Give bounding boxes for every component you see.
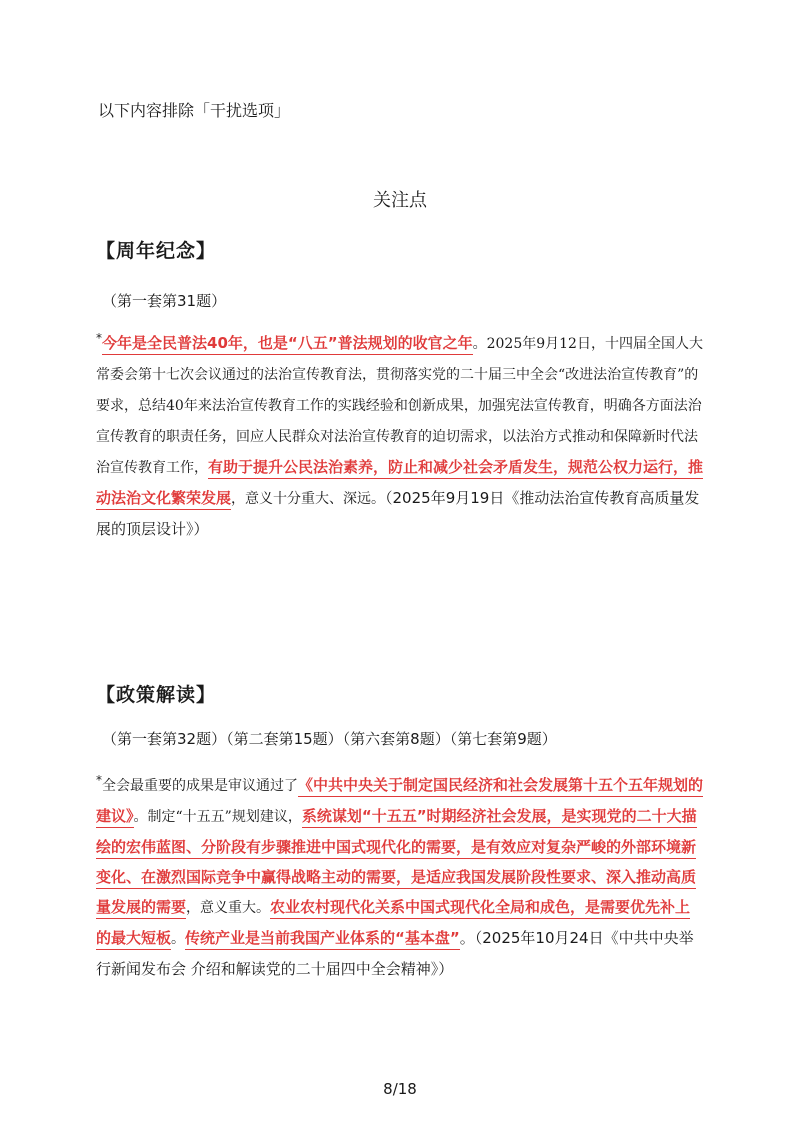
body-text: 全会最重要的成果是审议通过了 (102, 778, 298, 794)
highlighted-text: 今年是全民普法40年，也是“八五”普法规划的收官之年 (102, 334, 473, 355)
body-text: 。2025年9月12日，十四届全国人大常委会第十七次会议通过的法治宣传教育法，贯彻落实党的二十届三中全会“改进法治宣传教育”的要求，总结40年来法治宣传教育工作的实践经验和创新成果，加强宪法宣传教育，明确各方面法治宣传教育的职责任务，回应人民群众对法治宣传教育的迫切需求，以法治方式推动和保障新时代法治宣传教育工作， (96, 336, 703, 476)
source-citation: 。（2025年10月24日《中共中央举行新闻发布会 介绍和解读党的二十届四中全会精神》） (96, 929, 694, 978)
page-number: 8/18 (383, 1080, 417, 1098)
intro-note: 以下内容排除「干扰选项」 (98, 101, 291, 120)
highlighted-text: 传统产业是当前我国产业体系的“基本盘” (185, 929, 460, 950)
question-refs: （第一套第31题） (102, 292, 227, 310)
body-text: ，意义重大。 (186, 900, 271, 916)
source-citation: （2025年9月19日《推动法治宣传教育高质量发展的顶层设计》） (96, 489, 700, 538)
highlighted-text: 系统谋划“十五五”时期经济社会发展，是实现党的二十大描绘的宏伟蓝图、分阶段有步骤推进中国式现代化的需要，是有效应对复杂严峻的外部环境新变化、在激烈国际竞争中赢得战略主动的需要，是适应我国发展阶段性要求、深入推动高质量发展的需要 (96, 807, 697, 919)
highlighted-text: 有助于提升公民法治素养，防止和减少社会矛盾发生，规范公权力运行，推动法治文化繁荣发展 (96, 458, 703, 510)
section-paragraph (96, 770, 704, 984)
body-text: 。制定“十五五”规划建议， (133, 809, 302, 825)
section-heading-anniversary: 【周年纪念】 (96, 240, 217, 262)
section-heading-policy: 【政策解读】 (96, 684, 217, 706)
page-title: 关注点 (373, 190, 427, 211)
asterisk-mark: * (96, 331, 102, 345)
body-text: ，意义十分重大、深远。 (231, 491, 386, 507)
body-text: 。 (171, 931, 186, 947)
highlighted-text: 《中共中央关于制定国民经济和社会发展第十五个五年规划的建议》 (96, 776, 703, 828)
highlighted-text: 农业农村现代化关系中国式现代化全局和成色，是需要优先补上的最大短板 (96, 898, 690, 950)
section-paragraph (96, 328, 704, 544)
asterisk-mark: * (96, 773, 102, 787)
question-refs: （第一套第32题）（第二套第15题）（第六套第8题）（第七套第9题） (102, 730, 557, 748)
